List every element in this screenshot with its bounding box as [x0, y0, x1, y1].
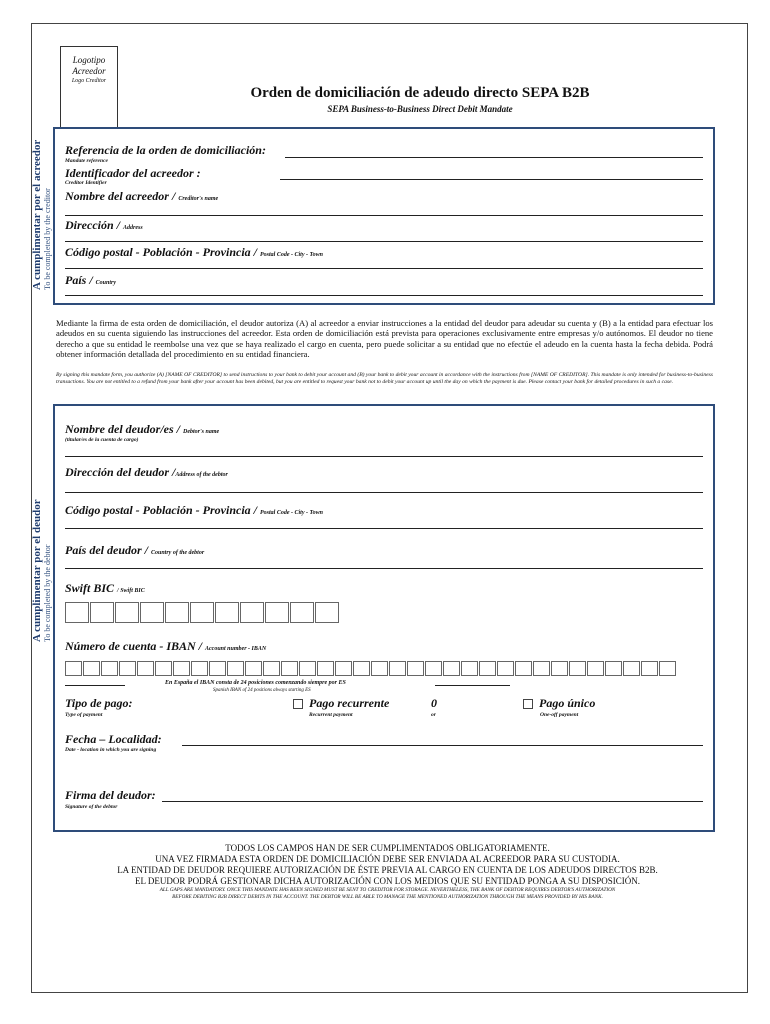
- swift-cell[interactable]: [290, 602, 314, 623]
- swift-boxes: [65, 602, 340, 623]
- debtor-address-field[interactable]: [65, 492, 703, 493]
- title-main: Orden de domiciliación de adeudo directo SEPA B2B: [250, 85, 590, 101]
- debtor-name-label: Nombre del deudor/es / Debtor's name: [65, 422, 220, 436]
- creditor-address-field[interactable]: [65, 241, 703, 242]
- date-location-field[interactable]: [182, 745, 703, 746]
- iban-cell[interactable]: [353, 661, 370, 676]
- swift-label: Swift BIC / Swift BIC: [65, 581, 145, 595]
- iban-cell[interactable]: [371, 661, 388, 676]
- iban-cell[interactable]: [209, 661, 226, 676]
- iban-cell[interactable]: [479, 661, 496, 676]
- iban-cell[interactable]: [245, 661, 262, 676]
- swift-cell[interactable]: [265, 602, 289, 623]
- date-location-en: Date - location in which you are signing: [65, 747, 157, 753]
- creditor-name-label: Nombre del acreedor / Creditor's name: [65, 189, 219, 203]
- swift-cell[interactable]: [90, 602, 114, 623]
- title-sub: SEPA Business-to-Business Direct Debit Mandate: [327, 104, 513, 114]
- signature-label: Firma del deudor:: [65, 788, 156, 802]
- or-separator: 0: [431, 696, 437, 710]
- mandate-reference-field[interactable]: [285, 157, 703, 158]
- or-separator-en: or: [431, 712, 436, 718]
- debtor-country-label: País del deudor / Country of the debtor: [65, 543, 205, 557]
- iban-cell[interactable]: [569, 661, 586, 676]
- creditor-address-label: Dirección / Address: [65, 218, 143, 232]
- iban-note-en: Spanish IBAN of 24 positions always starting ES: [213, 688, 311, 693]
- debtor-country-field[interactable]: [65, 568, 703, 569]
- iban-cell[interactable]: [281, 661, 298, 676]
- swift-cell[interactable]: [140, 602, 164, 623]
- footer-en1: ALL GAPS ARE MANDATORY. ONCE THIS MANDATE HAS BEEN SIGNED MUST BE SENT TO CREDITOR FOR STORAGE. NEVERTHELESS, THE BANK OF DEBTOR REQUIRES DEBTOR'S AUTHORIZATION: [159, 887, 616, 893]
- debtor-name-sub: (titular/es de la cuenta de cargo): [65, 437, 139, 443]
- iban-note-es: En España el IBAN consta de 24 posiciones comenzando siempre por ES: [165, 680, 346, 686]
- iban-cell[interactable]: [641, 661, 658, 676]
- iban-cell[interactable]: [443, 661, 460, 676]
- footer-line4: EL DEUDOR PODRÁ GESTIONAR DICHA AUTORIZACIÓN CON LOS MEDIOS QUE SU ENTIDAD PONGA A SU DISPOSICIÓN.: [134, 876, 641, 886]
- swift-cell[interactable]: [65, 602, 89, 623]
- iban-cell[interactable]: [623, 661, 640, 676]
- iban-label: Número de cuenta - IBAN / Account number - IBAN: [65, 639, 267, 653]
- iban-cell[interactable]: [299, 661, 316, 676]
- iban-cell[interactable]: [515, 661, 532, 676]
- iban-cell[interactable]: [173, 661, 190, 676]
- payment-type-en: Type of payment: [65, 712, 103, 718]
- footer-line3: LA ENTIDAD DE DEUDOR REQUIERE AUTORIZACIÓN DE ÉSTE PREVIA AL CARGO EN CUENTA DE LOS ADEUDOS DIRECTOS B2B.: [117, 865, 658, 875]
- debtor-side-label: A cumplimentar por el deudor To be completed by the debtor: [31, 499, 52, 642]
- creditor-side-label: A cumplimentar por el acreedor To be completed by the creditor: [31, 139, 52, 290]
- creditor-id-label: Identificador del acreedor :: [65, 166, 201, 180]
- footer-line1: TODOS LOS CAMPOS HAN DE SER CUMPLIMENTADOS OBLIGATORIAMENTE.: [225, 843, 550, 853]
- date-location-label: Fecha – Localidad:: [65, 732, 162, 746]
- logo-line3: Logo Creditor: [71, 78, 107, 84]
- iban-cell[interactable]: [659, 661, 676, 676]
- creditor-logo-placeholder: [60, 46, 118, 128]
- iban-cell[interactable]: [425, 661, 442, 676]
- iban-bracket-right: [435, 685, 510, 686]
- iban-cell[interactable]: [137, 661, 154, 676]
- swift-cell[interactable]: [165, 602, 189, 623]
- iban-cell[interactable]: [65, 661, 82, 676]
- debtor-postal-field[interactable]: [65, 528, 703, 529]
- logo-line1: Logotipo: [72, 55, 106, 65]
- iban-cell[interactable]: [119, 661, 136, 676]
- one-off-payment-option[interactable]: Pago único: [523, 696, 595, 711]
- creditor-id-en: Creditor Identifier: [65, 180, 107, 186]
- one-off-checkbox[interactable]: [523, 699, 533, 709]
- iban-cell[interactable]: [335, 661, 352, 676]
- debtor-section: [53, 404, 715, 832]
- swift-cell[interactable]: [240, 602, 264, 623]
- iban-cell[interactable]: [605, 661, 622, 676]
- iban-cell[interactable]: [317, 661, 334, 676]
- recurrent-payment-en: Recurrent payment: [309, 712, 353, 718]
- iban-bracket-left: [65, 685, 125, 686]
- debtor-address-label: Dirección del deudor /Address of the debtor: [65, 465, 228, 479]
- mandate-text-es: Mediante la firma de esta orden de domiciliación, el deudor autoriza (A) al acreedor a enviar instrucciones a la entidad del deudor para adeudar su cuenta y (B) a la entidad para efectuar los adeudos en su cuenta siguiendo las instrucciones del acreedor. Esta orden de domiciliación está prevista para operaciones exclusivamente entre empresas y/o autónomos. El deudor no tiene derecho a que su entidad le reembolse una vez que se haya realizado el cargo en cuenta, pero puede solicitar a su entidad que no efectúe el adeudo en la cuenta hasta la fecha debida. Podrá obtener información detallada del procedimiento en su entidad financiera.: [56, 318, 713, 359]
- footer-notice: [60, 843, 715, 901]
- footer-en2: BEFORE DEBITING B2B DIRECT DEBITS IN THE ACCOUNT. THE DEBTOR WILL BE ABLE TO MANAGE THE MENTIONED AUTHORIZATION THROUGH THE MEANS PROVIDED BY HIS BANK.: [172, 894, 603, 900]
- mandate-reference-en: Mandate reference: [65, 158, 108, 164]
- swift-cell[interactable]: [315, 602, 339, 623]
- iban-cell[interactable]: [407, 661, 424, 676]
- iban-cell[interactable]: [587, 661, 604, 676]
- iban-cell[interactable]: [155, 661, 172, 676]
- iban-cell[interactable]: [461, 661, 478, 676]
- recurrent-payment-option[interactable]: Pago recurrente: [293, 696, 389, 711]
- creditor-postal-field[interactable]: [65, 268, 703, 269]
- creditor-id-field[interactable]: [280, 179, 703, 180]
- iban-boxes: [65, 661, 677, 676]
- iban-cell[interactable]: [389, 661, 406, 676]
- swift-cell[interactable]: [215, 602, 239, 623]
- swift-cell[interactable]: [115, 602, 139, 623]
- swift-cell[interactable]: [190, 602, 214, 623]
- logo-line2: Acreedor: [72, 66, 106, 76]
- creditor-section: [53, 127, 715, 305]
- creditor-name-field[interactable]: [65, 215, 703, 216]
- signature-field[interactable]: [162, 801, 703, 802]
- debtor-postal-label: Código postal - Población - Provincia / Postal Code - City - Town: [65, 503, 323, 517]
- iban-cell[interactable]: [227, 661, 244, 676]
- debtor-name-field[interactable]: [65, 456, 703, 457]
- creditor-country-field[interactable]: [65, 295, 703, 296]
- one-off-payment-en: One-off payment: [540, 712, 579, 718]
- iban-cell[interactable]: [533, 661, 550, 676]
- document-title: [200, 85, 640, 114]
- footer-line2: UNA VEZ FIRMADA ESTA ORDEN DE DOMICILIACIÓN DEBE SER ENVIADA AL ACREEDOR PARA SU CUSTODIA.: [155, 854, 620, 864]
- mandate-reference-label: Referencia de la orden de domiciliación:: [65, 143, 266, 157]
- iban-cell[interactable]: [497, 661, 514, 676]
- signature-en: Signature of the debtor: [65, 804, 118, 810]
- iban-cell[interactable]: [551, 661, 568, 676]
- creditor-country-label: País / Country: [65, 273, 117, 287]
- payment-type-label: Tipo de pago:: [65, 696, 133, 710]
- mandate-text-en: By signing this mandate form, you authorize (A) [NAME OF CREDITOR] to send instructions to your bank to debit your account and (B) your bank to debit your account in accordance with the instructions from [NAME OF CREDITOR]. This mandate is only intended for business-to-business transactions. You are not entitled to a refund from your bank after your account has been debited, but you are entitled to request your bank not to debit your account up until the day on which the payment is due. Please contact your bank for detailed procedures in such a case.: [56, 372, 713, 385]
- iban-cell[interactable]: [263, 661, 280, 676]
- creditor-postal-label: Código postal - Población - Provincia / Postal Code - City - Town: [65, 245, 323, 259]
- iban-cell[interactable]: [191, 661, 208, 676]
- recurrent-checkbox[interactable]: [293, 699, 303, 709]
- iban-cell[interactable]: [83, 661, 100, 676]
- iban-cell[interactable]: [101, 661, 118, 676]
